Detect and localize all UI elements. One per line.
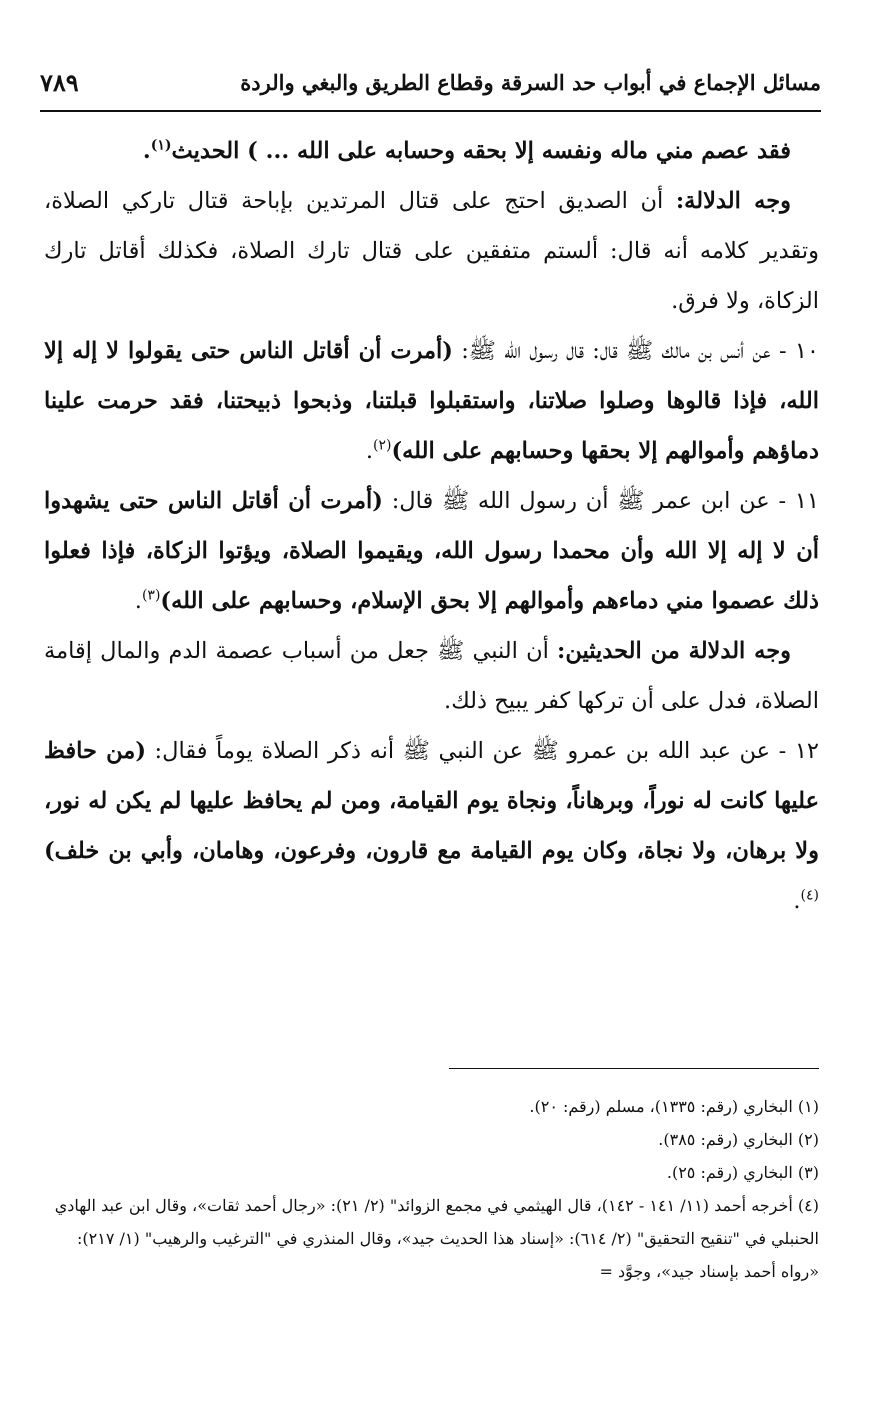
footnote-ref-4: (٤) <box>800 887 819 904</box>
header-rule <box>40 110 821 112</box>
page-header <box>40 62 821 102</box>
wajh-dalala-hadithayn-label: وجه الدلالة من الحديثين: <box>557 638 791 664</box>
footnote-3: (٣) البخاري (رقم: ٢٥). <box>666 1163 819 1182</box>
hadith-11: ١١ - عن ابن عمر ﷺ أن رسول الله ﷺ قال: (أمرت أن أقاتل الناس حتى يشهدوا أن لا إله إلا الله وأن محمدا رسول الله، ويقيموا الصلاة، ويؤتوا الزكاة، فإذا فعلوا ذلك عصموا مني دماءهم وأموالهم إلا بحق الإسلام، وحسابهم على الله)$^{(٣)}$. <box>44 488 819 614</box>
paragraph-wajh-dalala-hadithayn <box>44 626 819 726</box>
footnote-4: (٤) أخرجه أحمد (١١/ ١٤١ - ١٤٢)، قال الهيثمي في مجمع الزوائد" (٢/ ٢١): «رجال أحمد ثقات»، وقال ابن عبد الهادي الحنبلي في "تنقيح التحقيق" (٢/ ٦١٤): «إسناد هذا الحديث جيد»، وقال المنذري في "الترغيب والرهيب" (١/ ٢١٧): «رواه أحمد بإسناد جيد»، وجوَّد = <box>54 1196 819 1281</box>
footnote-ref-2: (٢) <box>372 437 392 454</box>
hadith-11-text: (أمرت أن أقاتل الناس حتى يشهدوا أن لا إله إلا الله وأن محمدا رسول الله، ويقيموا الصلاة، ويؤتوا الزكاة، فإذا فعلوا ذلك عصموا مني دماءهم وأموالهم إلا بحق الإسلام، وحسابهم على الله) <box>44 488 819 614</box>
hadith-ending-text: فقد عصم مني ماله ونفسه إلا بحقه وحسابه على الله ... ) الحديث <box>171 138 791 164</box>
hadith-12: ١٢ - عن عبد الله بن عمرو ﷺ عن النبي ﷺ أنه ذكر الصلاة يوماً فقال: (من حافظ عليها كانت له نوراً، وبرهاناً، ونجاة يوم القيامة، ومن لم يحافظ عليها لم يكن له نور، ولا برهان، ولا نجاة، وكان يوم القيامة مع قارون، وفرعون، وهامان، وأبي بن خلف)$^{(٤)}$. <box>44 738 819 914</box>
wajh-dalala-text: أن الصديق احتج على قتال المرتدين بإباحة قتال تاركي الصلاة، وتقدير كلامه أنه قال: ألستم متفقين على قتال تارك الصلاة، فكذلك أقاتل تارك الزكاة، ولا فرق. <box>44 188 819 314</box>
footnote-1: (١) البخاري (رقم: ١٣٣٥)، مسلم (رقم: ٢٠). <box>529 1097 819 1116</box>
footnote-rule <box>449 1068 819 1069</box>
hadith-10-text: (أمرت أن أقاتل الناس حتى يقولوا لا إله إلا الله، فإذا قالوها وصلوا صلاتنا، واستقبلوا قبلتنا، وذبحوا ذبيحتنا، فقد حرمت علينا دماؤهم وأموالهم إلا بحقها وحسابهم على الله) <box>44 338 819 464</box>
paragraph-hadith-ending <box>44 126 819 176</box>
hadith-11-intro: ١١ - عن ابن عمر ﷺ أن رسول الله ﷺ قال: <box>382 488 819 514</box>
wajh-dalala-hadithayn-text: أن النبي ﷺ جعل من أسباب عصمة الدم والمال إقامة الصلاة، فدل على أن تركها كفر يبيح ذلك. <box>44 638 819 714</box>
footnote-ref-3: (٣) <box>141 587 161 604</box>
wajh-dalala-label: وجه الدلالة: <box>675 188 791 214</box>
paragraph-wajh-dalala <box>44 176 819 326</box>
running-title: مسائل الإجماع في أبواب حد السرقة وقطاع الطريق والبغي والردة <box>240 69 821 95</box>
period: . <box>142 138 151 164</box>
footnote-ref-1: (١) <box>150 137 172 154</box>
footnote-2: (٢) البخاري (رقم: ٣٨٥). <box>658 1130 819 1149</box>
hadith-10-intro: ١٠ - عن أنس بن مالك ﷺ قال: قال رسول الله ﷺ: <box>452 338 819 364</box>
page-number: ٧٨٩ <box>40 67 79 97</box>
hadith-12-text: (من حافظ عليها كانت له نوراً، وبرهاناً، ونجاة يوم القيامة، ومن لم يحافظ عليها لم يكن له نور، ولا برهان، ولا نجاة، وكان يوم القيامة مع قارون، وفرعون، وهامان، وأبي بن خلف) <box>44 738 819 864</box>
hadith-10: ١٠ - عن أنس بن مالك ﷺ قال: قال رسول الله ﷺ: (أمرت أن أقاتل الناس حتى يقولوا لا إله إلا الله، فإذا قالوها وصلوا صلاتنا، واستقبلوا قبلتنا، وذبحوا ذبيحتنا، فقد حرمت علينا دماؤهم وأموالهم إلا بحقها وحسابهم على الله)$^{(٢)}$. <box>44 338 819 464</box>
main-text <box>44 126 819 926</box>
hadith-12-intro: ١٢ - عن عبد الله بن عمرو ﷺ عن النبي ﷺ أنه ذكر الصلاة يوماً فقال: <box>145 738 819 764</box>
footnotes <box>44 1090 819 1288</box>
